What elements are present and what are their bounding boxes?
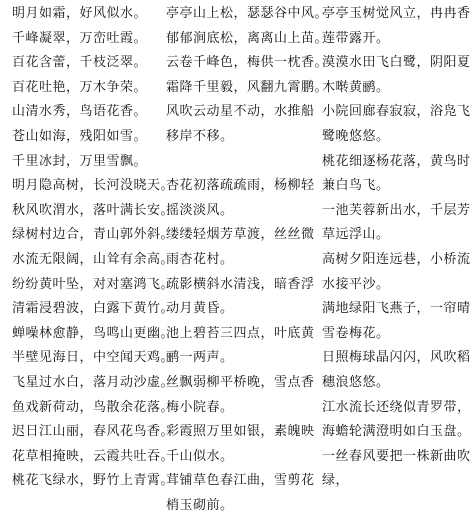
column-1 [12,2,174,494]
text-line: 兼白鸟飞。 [322,178,390,194]
text-line: 梢玉砌前。 [166,497,234,513]
text-line: 水接平沙。 [322,276,390,292]
text-line: 木啭黄鹂。 [322,79,390,95]
text-line: 明月如霜，好风似水。 [12,6,148,21]
text-line: 小院回廊春寂寂，浴凫飞 [322,104,471,120]
text-line: 千峰凝翠，万峦吐霞。 [12,30,148,46]
text-line: 梅小院春。 [166,399,234,415]
text-line: 动月黄昏。 [166,301,234,317]
text-line: 霜降千里毅，风翻九霄鹏。 [166,79,329,95]
text-line: 高树夕阳连远巷，小桥流 [322,251,471,267]
text-line: 半壁见海日，中空闻天鸡。 [12,350,175,366]
text-line: 莲带露开。 [322,30,390,46]
text-line: 亭亭山上松，瑟瑟谷中风。 [166,6,329,21]
text-line: 日照梅球晶闪闪，风吹稻 [322,350,471,366]
text-line: 鹭晚悠悠。 [322,128,390,144]
text-line: 清霜浸碧波，白露下黄竹。 [12,301,175,317]
text-line: 彩霞照万里如银，素魄映 [166,424,315,440]
text-line: 漠漠水田飞白鹭，阴阳夏 [322,55,471,71]
text-line: 苍山如海，残阳如雪。 [12,128,148,144]
text-line: 穗浪悠悠。 [322,374,390,390]
text-line: 迟日江山丽，春风花鸟香。 [12,424,175,440]
text-line: 鱼戏新荷动，鸟散余花落。 [12,399,175,415]
text-line: 杏花初落疏疏雨，杨柳轻 [166,178,315,194]
text-line: 疏影横斜水清浅，暗香浮 [166,276,315,292]
text-line: 水流无限阔，山耸有余高。 [12,251,175,267]
text-line: 池上碧苔三四点，叶底黄 [166,325,315,341]
text-line: 草远浮山。 [322,227,390,243]
text-line: 飞星过水白，落月动沙虚。 [12,374,175,390]
text-line: 缕缕轻烟芳草渡，丝丝微 [166,227,315,243]
text-line: 一池芙蓉新出水，千层芳 [322,202,471,218]
text-line: 蝉噪林愈静，鸟鸣山更幽。 [12,325,175,341]
text-line: 满地绿阳飞燕子，一帘晴 [322,301,471,317]
text-line: 桃花飞绿水，野竹上青霄。 [12,473,175,489]
text-line: 山清水秀，鸟语花香。 [12,104,148,120]
text-line: 明月隐高树，长河没晓天。 [12,178,175,194]
text-line: 纷纷黄叶坠，对对塞鸿飞。 [12,276,175,292]
text-line: 江水流长还绕似青罗带， [322,399,471,415]
text-line: 千山似水。 [166,448,234,464]
text-line: 百花含蕾，千枝泛翠。 [12,55,148,71]
column-2 [166,2,328,518]
text-line: 风吹云动星不动，水推船 [166,104,315,120]
text-line: 丝飘弱柳平桥晚，雪点香 [166,374,315,390]
text-line: 雨杏花村。 [166,251,234,267]
text-line: 郁郁涧底松，离离山上苗。 [166,30,329,46]
text-line: 桃花细逐杨花落，黄鸟时 [322,153,471,169]
text-line: 秋风吹渭水，落叶满长安。 [12,202,175,218]
text-line: 摇淡淡风。 [166,202,234,218]
text-line: 千里冰封，万里雪飘。 [12,153,148,169]
text-line: 亭亭玉树觉风立，冉冉香 [322,6,471,21]
text-line: 雪卷梅花。 [322,325,390,341]
text-line: 茸铺草色春江曲，雪剪花 [166,473,315,489]
text-line: 百花吐艳，万木争荣。 [12,79,148,95]
text-line: 鹂一两声。 [166,350,234,366]
column-3 [322,2,471,494]
text-line: 一丝春风要把一株新曲吹 [322,448,471,464]
text-line [166,150,328,175]
text-line: 绿树村边合，青山郭外斜。 [12,227,175,243]
text-line: 花草相掩映，云霞共吐吞。 [12,448,175,464]
text-line: 绿， [322,473,350,489]
text-line: 移岸不移。 [166,128,234,144]
text-line: 海蟾轮满澄明如白玉盘。 [322,424,471,440]
text-line: 云卷千峰色，梅供一枕香。 [166,55,329,71]
